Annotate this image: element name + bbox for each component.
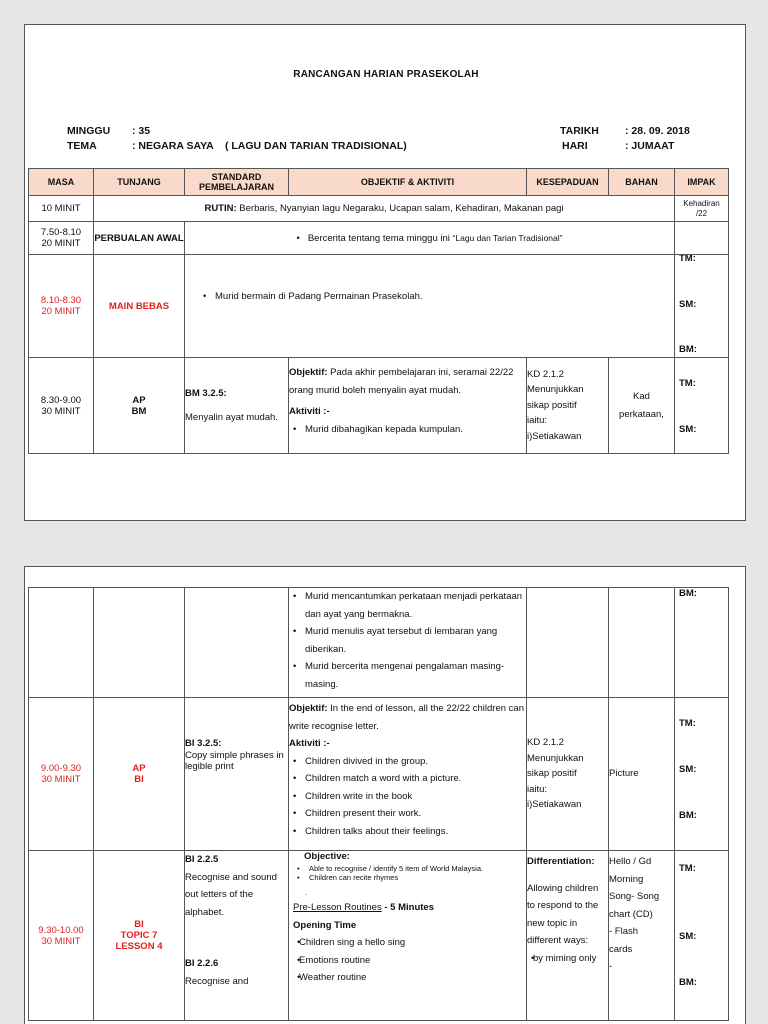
diff-text: Allowing children to respond to the new topic in different ways:: [527, 882, 599, 946]
opening-item: • Weather routine: [293, 969, 522, 987]
cell-masa: [29, 222, 94, 255]
kesepaduan-line: sikap positif: [527, 399, 577, 411]
cell-impak: [675, 222, 729, 255]
cell-kesepaduan: [527, 698, 609, 851]
table-row-rutin: [29, 196, 729, 222]
rutin-label: RUTIN:: [204, 203, 237, 214]
cell-tunjang: [94, 698, 185, 851]
impak-sm: SM:: [679, 931, 697, 942]
perbualan-theme: “Lagu dan Tarian Tradisional”: [452, 232, 563, 243]
aktiviti-item: • Murid bercerita mengenai pengalaman masing-masing.: [289, 658, 526, 693]
masa-time: 9.00-9.30: [40, 763, 82, 774]
standard-code: BM 3.2.5:: [185, 388, 227, 399]
header-objektif: OBJEKTIF & AKTIVITI: [289, 169, 527, 196]
header-tunjang: TUNJANG: [94, 169, 185, 196]
masa-time: 7.50-8.10: [40, 227, 82, 238]
kesepaduan-line: KD 2.1.2: [527, 737, 564, 749]
aktiviti-item: • Murid mencantumkan perkataan menjadi perkataan dan ayat yang bermakna.: [289, 588, 526, 623]
main-bebas-item: • Murid bermain di Padang Permainan Prasekolah.: [199, 291, 674, 302]
kesepaduan-line: Menunjukkan: [527, 752, 584, 764]
masa-duration: 30 MINIT: [41, 405, 81, 417]
aktiviti-item: • Children present their work.: [289, 805, 526, 823]
bahan-line: chart (CD): [609, 908, 653, 920]
plan-table-1: [28, 168, 729, 454]
bahan-line: perkataan,: [619, 408, 664, 420]
aktiviti-label: Aktiviti :-: [289, 738, 330, 749]
tarikh-label: TARIKH: [560, 125, 599, 137]
cell-impak-kehadiran: [675, 196, 729, 222]
kesepaduan-line: KD 2.1.2: [527, 368, 564, 380]
table-header-row: [29, 169, 729, 196]
cell-standard: [185, 698, 289, 851]
cell-impak: [675, 255, 729, 358]
objektif-text: In the end of lesson, all the 22/22 children can write recognise letter.: [289, 703, 524, 732]
masa-duration: 20 MINIT: [41, 238, 81, 249]
tunjang-ap: AP: [132, 394, 146, 406]
aktiviti-item: • Children write in the book: [289, 788, 526, 806]
tema-value: : NEGARA SAYA ( LAGU DAN TARIAN TRADISIONAL): [132, 140, 407, 152]
cell-masa: [29, 851, 94, 1021]
masa-duration: 30 MINIT: [41, 774, 81, 785]
minggu-label: MINGGU: [67, 125, 111, 137]
kesepaduan-line: iaitu:: [527, 783, 548, 795]
standard-text: Recognise and: [185, 975, 249, 987]
cell-standard: [185, 588, 289, 698]
cell-tunjang: [94, 358, 185, 454]
impak-bm: BM:: [679, 810, 697, 821]
objektif-text: Pada akhir pembelajaran ini, seramai 22/22 orang murid boleh menyalin ayat mudah.: [289, 367, 514, 396]
table-row-bi: [29, 698, 729, 851]
bahan-line: cards: [609, 943, 633, 955]
impak-tm: TM:: [679, 378, 696, 389]
hari-label: HARI: [562, 140, 588, 152]
bahan-line: Song- Song: [609, 891, 660, 902]
cell-standard: [185, 851, 289, 1021]
standard-text: Recognise and sound out letters of the alphabet.: [185, 871, 277, 918]
bahan-line: -: [609, 961, 613, 972]
cell-tunjang: PERBUALAN AWAL: [94, 222, 185, 255]
cell-perbualan-text: • Bercerita tentang tema minggu ini “Lagu dan Tarian Tradisional”: [185, 222, 675, 255]
aktiviti-item: • Children talks about their feelings.: [289, 823, 526, 841]
cell-masa: [29, 255, 94, 358]
cell-masa: 10 MINIT: [29, 196, 94, 222]
page-title: RANCANGAN HARIAN PRASEKOLAH: [293, 69, 479, 80]
aktiviti-item: • Murid dibahagikan kepada kumpulan.: [289, 421, 526, 439]
impak-total: /22: [695, 208, 708, 218]
table-row-topic: [29, 851, 729, 1021]
cell-tunjang: [94, 588, 185, 698]
pre-lesson-label: Pre-Lesson Routines: [293, 902, 382, 913]
impak-sm: SM:: [679, 764, 697, 775]
opening-label: Opening Time: [293, 919, 357, 931]
objective-item: • Children can recite rhymes: [293, 873, 522, 882]
tunjang-ap: AP: [132, 763, 146, 774]
hari-value: : JUMAAT: [625, 140, 675, 152]
kesepaduan-line: Menunjukkan: [527, 384, 584, 396]
bahan-line: - Flash: [609, 926, 639, 937]
cell-objektif: [289, 358, 527, 454]
rutin-text: Berbaris, Nyanyian lagu Negaraku, Ucapan salam, Kehadiran, Makanan pagi: [236, 203, 564, 214]
impak-tm: TM:: [679, 863, 696, 874]
cell-rutin: [94, 196, 675, 222]
table-row-bm-continued: [29, 588, 729, 698]
cell-bahan: [609, 588, 675, 698]
aktiviti-item: • Children match a word with a picture.: [289, 770, 526, 788]
standard-text: Menyalin ayat mudah.: [185, 411, 278, 423]
aktiviti-item: • Children divived in the group.: [289, 753, 526, 771]
cell-tunjang: MAIN BEBAS: [94, 255, 185, 358]
aktiviti-label: Aktiviti :-: [289, 406, 330, 417]
header-masa: MASA: [29, 169, 94, 196]
standard-code: BI 2.2.6: [185, 958, 219, 969]
cell-bahan: [609, 851, 675, 1021]
cell-kesepaduan: [527, 358, 609, 454]
objektif-label: Objektif:: [289, 367, 328, 378]
standard-text: Copy simple phrases in legible print: [185, 750, 284, 772]
cell-bahan: Picture: [609, 698, 675, 851]
kesepaduan-line: i)Setiakawan: [527, 430, 582, 442]
bahan-line: Morning: [609, 873, 644, 885]
pre-lesson-time: - 5 Minutes: [381, 902, 434, 913]
diff-item: • by miming only: [527, 950, 608, 968]
header-impak: IMPAK: [675, 169, 729, 196]
dot-text: .: [305, 888, 308, 897]
minggu-value: : 35: [132, 125, 151, 137]
opening-item: • Children sing a hello sing: [293, 934, 522, 952]
header-kesepaduan: KESEPADUAN: [527, 169, 609, 196]
impak-tm: TM:: [679, 718, 696, 729]
kesepaduan-line: iaitu:: [527, 415, 548, 427]
cell-objektif: [289, 698, 527, 851]
standard-code: BI 3.2.5:: [185, 738, 222, 749]
table-row-main-bebas: [29, 255, 729, 358]
standard-code: BI 2.2.5: [185, 854, 219, 865]
cell-kesepaduan: [527, 588, 609, 698]
plan-page-1: [24, 24, 746, 521]
cell-tunjang: [94, 851, 185, 1021]
cell-aktiviti-cont: [289, 588, 527, 698]
tunjang-topic: TOPIC 7: [120, 930, 158, 941]
perbualan-text: Bercerita tentang tema minggu ini: [307, 232, 453, 244]
impak-bm: BM:: [679, 588, 697, 599]
aktiviti-item: • Murid menulis ayat tersebut di lembaran yang diberikan.: [289, 623, 526, 658]
cell-impak: [675, 588, 729, 698]
kesepaduan-line: sikap positif: [527, 768, 577, 780]
cell-impak: [675, 698, 729, 851]
tunjang-bm: BM: [131, 405, 147, 417]
kesepaduan-line: i)Setiakawan: [527, 799, 582, 811]
opening-item: • Emotions routine: [293, 952, 522, 970]
cell-differentiation: [527, 851, 609, 1021]
bahan-line: Hello / Gd: [609, 856, 652, 867]
plan-table-2: [28, 587, 729, 1021]
header-bahan: BAHAN: [609, 169, 675, 196]
masa-time: 9.30-10.00: [38, 924, 84, 936]
impak-sm: SM:: [679, 424, 697, 435]
cell-masa: [29, 588, 94, 698]
masa-duration: 30 MINIT: [41, 935, 81, 947]
table-row-perbualan: [29, 222, 729, 255]
cell-main-text: [185, 255, 675, 358]
impak-bm: BM:: [679, 344, 697, 355]
tunjang-bi: BI: [134, 919, 144, 930]
cell-masa: [29, 358, 94, 454]
cell-masa: [29, 698, 94, 851]
cell-objective: [289, 851, 527, 1021]
impak-kehadiran: Kehadiran: [683, 198, 720, 208]
header-standard: STANDARD PEMBELAJARAN: [185, 169, 289, 196]
objective-label: Objective:: [304, 851, 350, 862]
tarikh-value: : 28. 09. 2018: [625, 125, 690, 137]
tunjang-bi: BI: [134, 774, 144, 785]
impak-bm: BM:: [679, 977, 697, 988]
objective-item: • Able to recognise / identify 5 item of World Malaysia.: [293, 864, 522, 873]
bahan-line: Kad: [633, 390, 650, 402]
plan-page-2: [24, 566, 746, 1024]
cell-impak: [675, 851, 729, 1021]
masa-time: 8.30-9.00: [40, 394, 82, 406]
cell-standard: [185, 358, 289, 454]
cell-impak: [675, 358, 729, 454]
cell-bahan: [609, 358, 675, 454]
objektif-label: Objektif:: [289, 703, 328, 714]
impak-tm: TM:: [679, 254, 696, 264]
tema-label: TEMA: [67, 140, 97, 152]
impak-sm: SM:: [679, 299, 697, 310]
masa-duration: 20 MINIT: [41, 306, 81, 317]
tunjang-lesson: LESSON 4: [115, 941, 163, 952]
table-row-bm: [29, 358, 729, 454]
masa-time: 8.10-8.30: [40, 295, 82, 306]
diff-label: Differentiation:: [527, 856, 595, 867]
